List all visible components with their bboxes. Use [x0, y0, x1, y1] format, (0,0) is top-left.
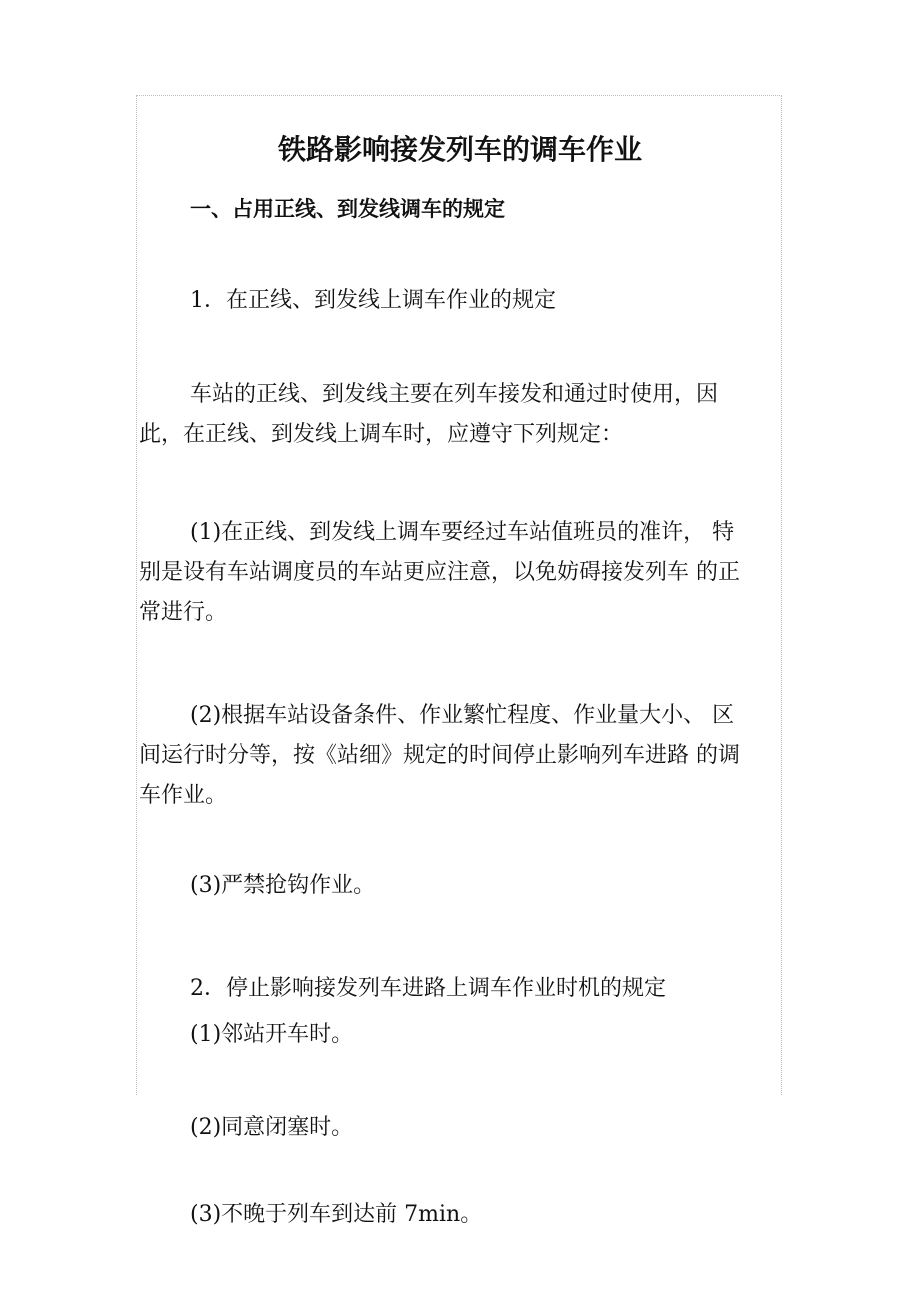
subsection-heading: 2．停止影响接发列车进路上调车作业时机的规定	[190, 976, 666, 1001]
paragraph-line: 此，在正线、到发线上调车时，应遵守下列规定：	[139, 422, 624, 447]
paragraph-line: (1)在正线、到发线上调车要经过车站值班员的准许， 特	[190, 520, 735, 545]
paragraph-line: (3)严禁抢钩作业。	[190, 873, 376, 898]
list-item: (1)邻站开车时。	[190, 1022, 354, 1047]
paragraph-line: 常进行。	[139, 600, 228, 625]
paragraph-line: (2)根据车站设备条件、作业繁忙程度、作业量大小、 区	[190, 703, 735, 728]
paragraph-line: 车作业。	[139, 783, 228, 808]
section-heading: 一、占用正线、到发线调车的规定	[190, 197, 505, 221]
list-item: (2)同意闭塞时。	[190, 1115, 354, 1140]
list-item: (3)不晚于列车到达前 7min。	[190, 1202, 483, 1227]
paragraph-line: 别是设有车站调度员的车站更应注意，以免妨碍接发列车 的正	[139, 560, 740, 585]
subsection-heading: 1．在正线、到发线上调车作业的规定	[190, 288, 556, 313]
paragraph-line: 车站的正线、到发线主要在列车接发和通过时使用，因	[190, 382, 719, 407]
document-title: 铁路影响接发列车的调车作业	[277, 133, 642, 166]
page-frame	[136, 95, 782, 1095]
paragraph-line: 间运行时分等，按《站细》规定的时间停止影响列车进路 的调	[139, 743, 740, 768]
